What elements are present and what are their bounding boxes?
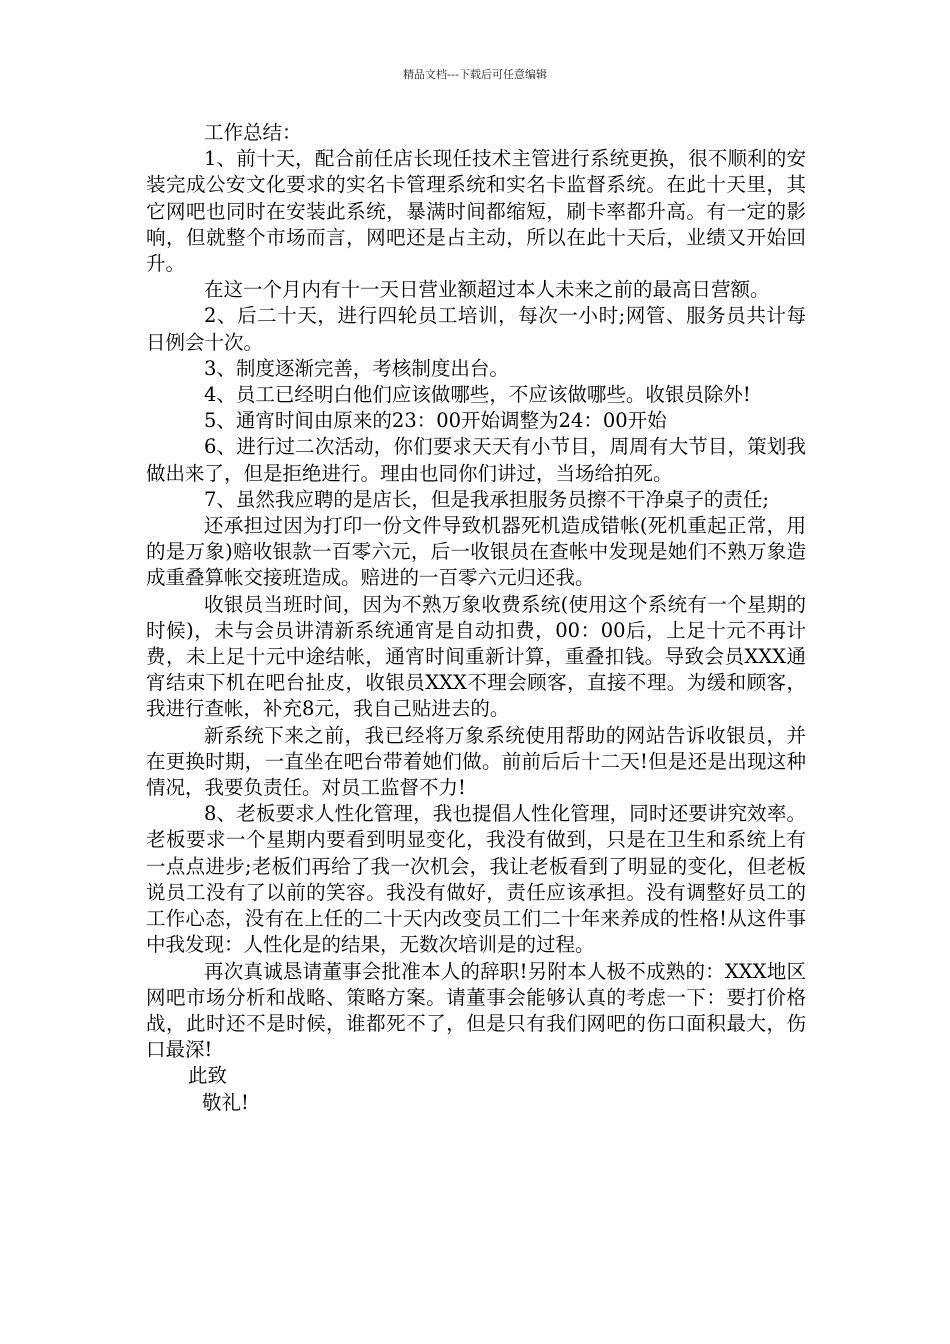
paragraph: 还承担过因为打印一份文件导致机器死机造成错帐(死机重起正常，用的是万象)赔收银款一百零六元，后一收银员在查帐中发现是她们不熟万象造成重叠算帐交接班造成。赔进的一百零六元归还我。: [146, 514, 806, 590]
page-header: 精品文档---下载后可任意编辑: [403, 68, 547, 81]
paragraph: 7、虽然我应聘的是店长，但是我承担服务员擦不干净桌子的责任;: [204, 487, 769, 511]
document-body: [146, 120, 806, 1116]
section-title: 工作总结：: [204, 121, 302, 144]
paragraph: 6、进行过二次活动，你们要求天天有小节目，周周有大节目，策划我做出来了，但是拒绝进行。理由也同你们讲过，当场给拍死。: [146, 435, 806, 485]
paragraph: 8、老板要求人性化管理，我也提倡人性化管理，同时还要讲究效率。老板要求一个星期内要看到明显变化，我没有做到，只是在卫生和系统上有一点点进步;老板们再给了我一次机会，我让老板看到了明显的变化，但老板说员工没有了以前的笑容。我没有做好，责任应该承担。没有调整好员工的工作心态，没有在上任的二十天内改变员工们二十年来养成的性格!从这件事中我发现：人性化是的结果，无数次培训是的过程。: [146, 802, 806, 957]
paragraph: 再次真诚恳请董事会批准本人的辞职!另附本人极不成熟的：XXX地区网吧市场分析和战略、策略方案。请董事会能够认真的考虑一下：要打价格战，此时还不是时候，谁都死不了，但是只有我们网吧的伤口面积最大，伤口最深!: [146, 959, 806, 1062]
paragraph: 新系统下来之前，我已经将万象系统使用帮助的网站告诉收银员，并在更换时期，一直坐在吧台带着她们做。前前后后十二天!但是还是出现这种情况，我要负责任。对员工监督不力!: [146, 723, 806, 800]
paragraph: 2、后二十天，进行四轮员工培训，每次一小时;网管、服务员共计每日例会十次。: [146, 304, 806, 354]
paragraph: 3、制度逐渐完善，考核制度出台。: [204, 356, 509, 380]
closing-salutation: 此致: [188, 1064, 228, 1088]
paragraph: 收银员当班时间，因为不熟万象收费系统(使用这个系统有一个星期的时候)，未与会员讲清新系统通宵是自动扣费，00：00后，上足十元不再计费，未上足十元中途结帐，通宵时间重新计算，重叠扣钱。导致会员XXX通宵结束下机在吧台扯皮，收银员XXX不理会顾客，直接不理。为缓和顾客，我进行查帐，补充8元，我自己贴进去的。: [146, 592, 806, 721]
paragraph: 5、通宵时间由原来的23：00开始调整为24：00开始: [204, 409, 667, 433]
paragraph: 在这一个月内有十一天日营业额超过本人未来之前的最高日营额。: [204, 278, 770, 302]
closing-regards: 敬礼!: [202, 1090, 249, 1114]
paragraph: 1、前十天，配合前任店长现任技术主管进行系统更换，很不顺利的安装完成公安文化要求的实名卡管理系统和实名卡监督系统。在此十天里，其它网吧也同时在安装此系统，暴满时间都缩短，刷卡率都升高。有一定的影响，但就整个市场而言，网吧还是占主动，所以在此十天后，业绩又开始回升。: [146, 147, 806, 276]
paragraph: 4、员工已经明白他们应该做哪些，不应该做哪些。收银员除外!: [204, 383, 751, 407]
